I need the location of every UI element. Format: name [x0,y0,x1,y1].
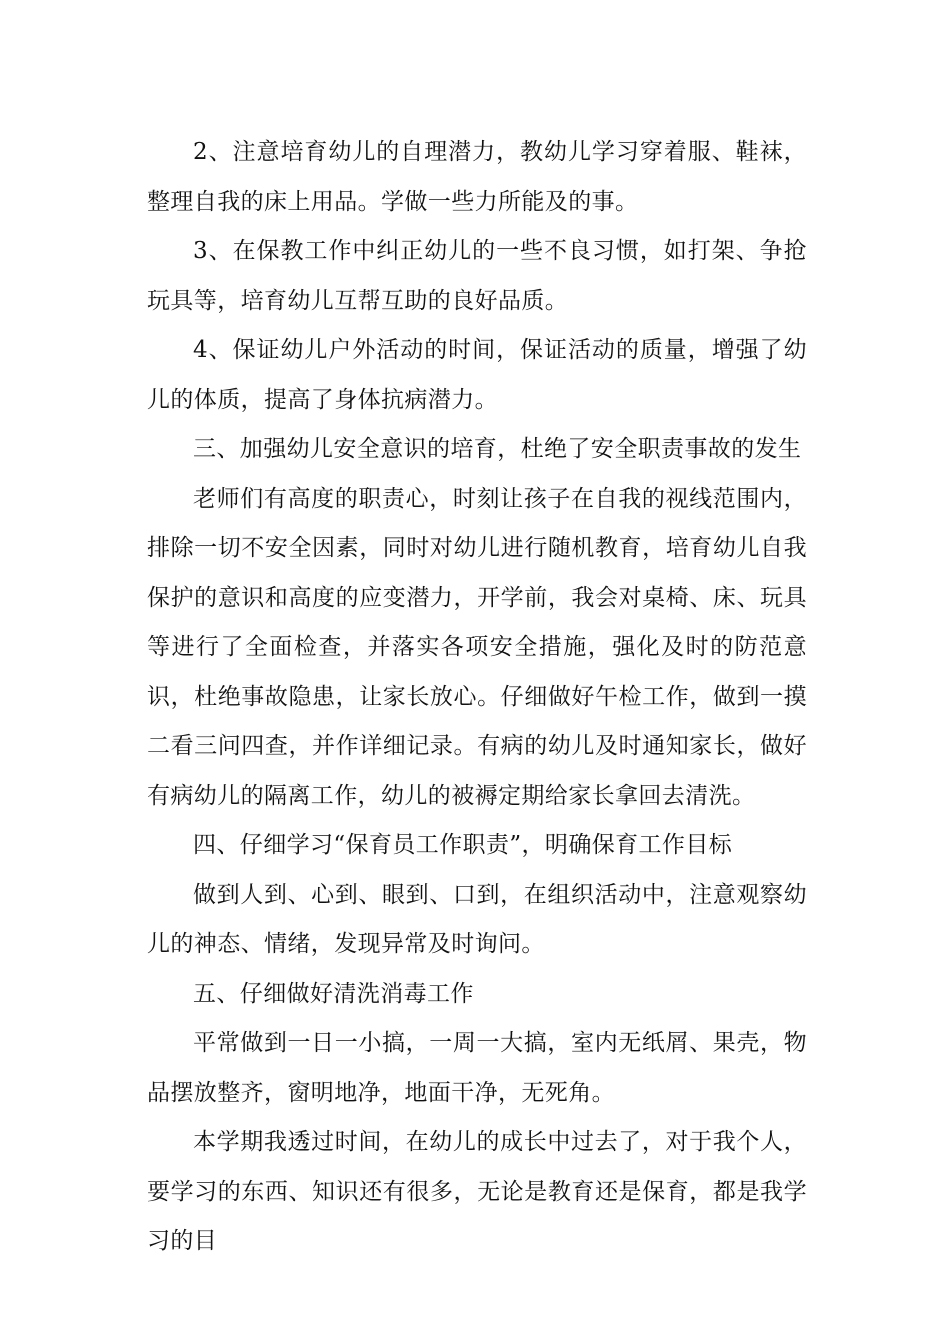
paragraph-semester-summary: 本学期我透过时间，在幼儿的成长中过去了，对于我个人，要学习的东西、知识还有很多，无论是教育还是保育，都是我学习的目 [147,1129,807,1254]
heading-job-duties: 四、仔细学习“保育员工作职责”，明确保育工作目标 [193,832,733,858]
heading-safety-awareness: 三、加强幼儿安全意识的培育，杜绝了安全职责事故的发生 [193,436,802,462]
heading-cleaning: 五、仔细做好清洗消毒工作 [193,980,474,1007]
paragraph-safety-details: 老师们有高度的职责心，时刻让孩子在自我的视线范围内，排除一切不安全因素，同时对幼儿进行随机教育，培育幼儿自我保护的意识和高度的应变潜力，开学前，我会对桌椅、床、玩具等进行了全面检查，并落实各项安全措施，强化及时的防范意识，杜绝事故隐患，让家长放心。仔细做好午检工作，做到一摸二看三问四查，并作详细记录。有病的幼儿及时通知家长，做好有病幼儿的隔离工作，幼儿的被褥定期给家长拿回去清洗。 [147,485,807,809]
paragraph-cleaning-details: 平常做到一日一小搞，一周一大搞，室内无纸屑、果壳，物品摆放整齐，窗明地净，地面干净，无死角。 [147,1030,807,1106]
paragraph-outdoor-activity: 4、保证幼儿户外活动的时间，保证活动的质量，增强了幼儿的体质，提高了身体抗病潜力。 [147,337,807,413]
paragraph-bad-habits: 3、在保教工作中纠正幼儿的一些不良习惯，如打架、争抢玩具等，培育幼儿互帮互助的良好品质。 [147,238,807,314]
paragraph-observation: 做到人到、心到、眼到、口到，在组织活动中，注意观察幼儿的神态、情绪，发现异常及时询问。 [147,881,807,957]
paragraph-self-care: 2、注意培育幼儿的自理潜力，教幼儿学习穿着服、鞋袜，整理自我的床上用品。学做一些力所能及的事。 [147,139,807,215]
document-body [147,128,807,1267]
